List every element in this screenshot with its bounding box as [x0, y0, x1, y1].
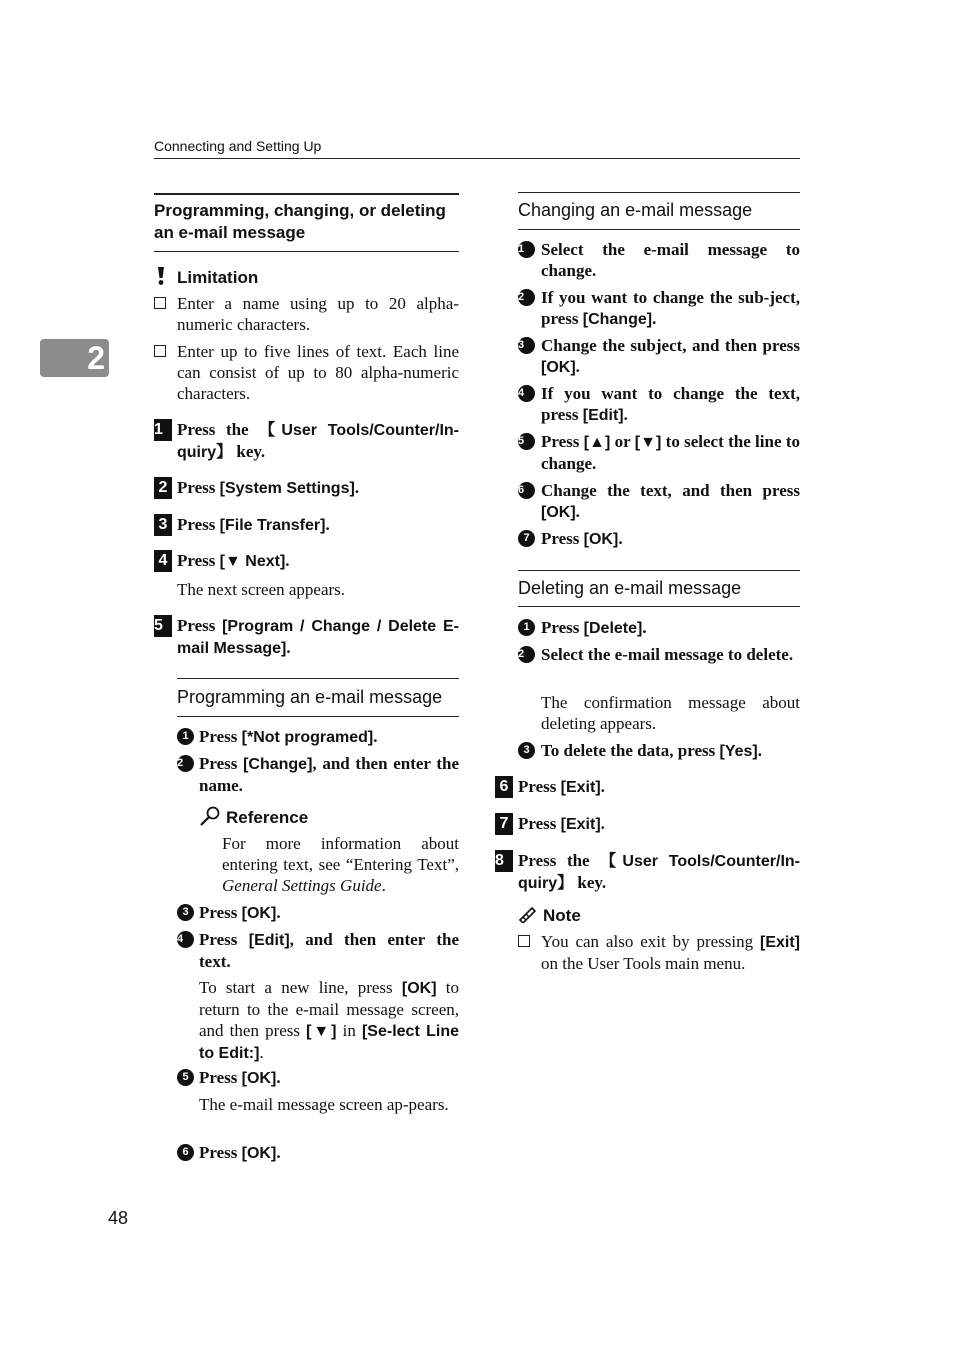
changing-title: Changing an e-mail message — [518, 200, 753, 220]
circled-number-icon: 2 — [518, 646, 535, 663]
limitation-label: Limitation — [177, 268, 259, 287]
system-settings-key: [System Settings] — [219, 480, 355, 497]
checkbox-bullet-icon — [518, 935, 530, 947]
chapter-tab: 2 — [40, 339, 109, 377]
exit-key: [Exit] — [560, 779, 601, 796]
programming-step-1: 1 Press [*Not programed]. — [177, 726, 459, 748]
user-tools-key: 【User Tools/Counter/In-quiry】 — [177, 422, 459, 461]
limitation-item: Enter up to five lines of text. Each line can consist of up to 80 alpha-numeric characters. — [154, 341, 459, 404]
changing-step-2: 2 If you want to change the sub-ject, press [Change]. — [518, 288, 800, 328]
step-4-note: The next screen appears. — [177, 580, 346, 599]
subsection-bottom-rule — [518, 606, 800, 607]
reference-book-title: General Settings Guide — [222, 876, 382, 895]
circled-number-icon: 4 — [177, 931, 194, 948]
subsection-top-rule — [518, 192, 800, 193]
circled-number-icon: 1 — [518, 619, 535, 636]
programming-step-3: 3 Press [OK]. — [177, 902, 459, 924]
changing-step-4: 4 If you want to change the text, press [Edit]. — [518, 384, 800, 424]
step-1: 1 Press the 【User Tools/Counter/In-quiry】 key. — [154, 420, 459, 461]
circled-number-icon: 3 — [518, 337, 535, 354]
step-7: 7 Press [Exit]. — [495, 813, 800, 835]
step-number-icon: 3 — [154, 514, 172, 536]
step-number-icon: 4 — [154, 550, 172, 572]
reference-label: Reference — [226, 808, 309, 827]
circled-number-icon: 5 — [518, 433, 535, 450]
section-title: Programming, changing, or deleting an e-mail message — [154, 201, 446, 242]
circled-number-icon: 2 — [177, 755, 194, 772]
programming-step-6: 6 Press [OK]. — [177, 1142, 459, 1164]
deleting-step-2-note: The confirmation message about deleting appears. — [541, 693, 800, 733]
checkbox-bullet-icon — [154, 297, 166, 309]
magnifier-icon — [199, 806, 221, 826]
step-3: 3 Press [File Transfer]. — [154, 514, 459, 536]
file-transfer-key: [File Transfer] — [219, 517, 326, 534]
circled-number-icon: 1 — [177, 728, 194, 745]
user-tools-key: 【User Tools/Counter/In-quiry】 — [518, 853, 800, 892]
page-number: 48 — [108, 1208, 129, 1228]
circled-number-icon: 7 — [518, 530, 535, 547]
step-number-icon: 5 — [154, 615, 172, 637]
section-bottom-rule — [154, 251, 459, 252]
changing-step-5: 5 Press [▲] or [▼] to select the line to change. — [518, 432, 800, 473]
limitation-heading — [154, 266, 258, 288]
circled-number-icon: 3 — [177, 904, 194, 921]
circled-number-icon: 5 — [177, 1069, 194, 1086]
pencil-icon — [518, 905, 538, 923]
programming-title: Programming an e-mail message — [177, 687, 443, 707]
programming-step-4-note: To start a new line, press [OK] to return to the e-mail message screen, and then press [▼] in [Se-lect Line to Edit:]. — [199, 978, 459, 1062]
step-number-icon: 7 — [495, 813, 513, 835]
subsection-top-rule — [177, 678, 459, 679]
header-rule — [154, 158, 800, 159]
next-key: [▼ Next] — [219, 553, 286, 570]
section-top-rule — [154, 193, 459, 195]
step-number-icon: 8 — [495, 850, 513, 872]
deleting-step-1: 1 Press [Delete]. — [518, 617, 800, 639]
subsection-bottom-rule — [518, 229, 800, 230]
deleting-step-3: 3 To delete the data, press [Yes]. — [518, 740, 800, 762]
step-number-icon: 6 — [495, 776, 513, 798]
changing-step-6: 6 Change the text, and then press [OK]. — [518, 481, 800, 521]
note-label: Note — [543, 906, 581, 925]
programming-step-5-note: The e-mail message screen ap-pears. — [199, 1095, 449, 1114]
reference-text: For more information about entering text, see “Entering Text”, General Settings Guide. — [222, 834, 459, 895]
programming-step-4: 4 Press [Edit], and then enter the text. — [177, 930, 459, 971]
circled-number-icon: 4 — [518, 385, 535, 402]
program-change-delete-key: [Program / Change / Delete E-mail Message] — [177, 618, 460, 657]
step-4: 4 Press [▼ Next]. — [154, 550, 459, 572]
exclamation-icon — [154, 266, 168, 286]
note-heading — [518, 905, 581, 926]
limitation-item: Enter a name using up to 20 alpha-numeric characters. — [154, 293, 459, 335]
programming-step-5: 5 Press [OK]. — [177, 1067, 459, 1089]
step-number-icon: 1 — [154, 419, 172, 441]
subsection-top-rule — [518, 570, 800, 571]
changing-step-1: 1 Select the e-mail message to change. — [518, 240, 800, 280]
subsection-bottom-rule — [177, 716, 459, 717]
checkbox-bullet-icon — [154, 345, 166, 357]
deleting-title: Deleting an e-mail message — [518, 578, 742, 598]
circled-number-icon: 3 — [518, 742, 535, 759]
note-item: You can also exit by pressing [Exit] on the User Tools main menu. — [518, 931, 800, 974]
circled-number-icon: 6 — [177, 1144, 194, 1161]
circled-number-icon: 6 — [518, 482, 535, 499]
circled-number-icon: 1 — [518, 241, 535, 258]
circled-number-icon: 2 — [518, 289, 535, 306]
changing-step-7: 7 Press [OK]. — [518, 528, 800, 550]
step-5: 5 Press [Program / Change / Delete E-mail Message]. — [154, 616, 460, 657]
step-6: 6 Press [Exit]. — [495, 776, 800, 798]
exit-key: [Exit] — [560, 816, 601, 833]
deleting-step-2: 2 Select the e-mail message to delete. — [518, 645, 794, 664]
running-header: Connecting and Setting Up — [154, 138, 322, 154]
step-2: 2 Press [System Settings]. — [154, 477, 459, 499]
programming-step-2: 2 Press [Change], and then enter the name. — [177, 754, 459, 795]
step-8: 8 Press the 【User Tools/Counter/In-quiry】 key. — [495, 851, 800, 892]
reference-heading — [199, 806, 308, 828]
step-number-icon: 2 — [154, 477, 172, 499]
changing-step-3: 3 Change the subject, and then press [OK]. — [518, 336, 800, 376]
